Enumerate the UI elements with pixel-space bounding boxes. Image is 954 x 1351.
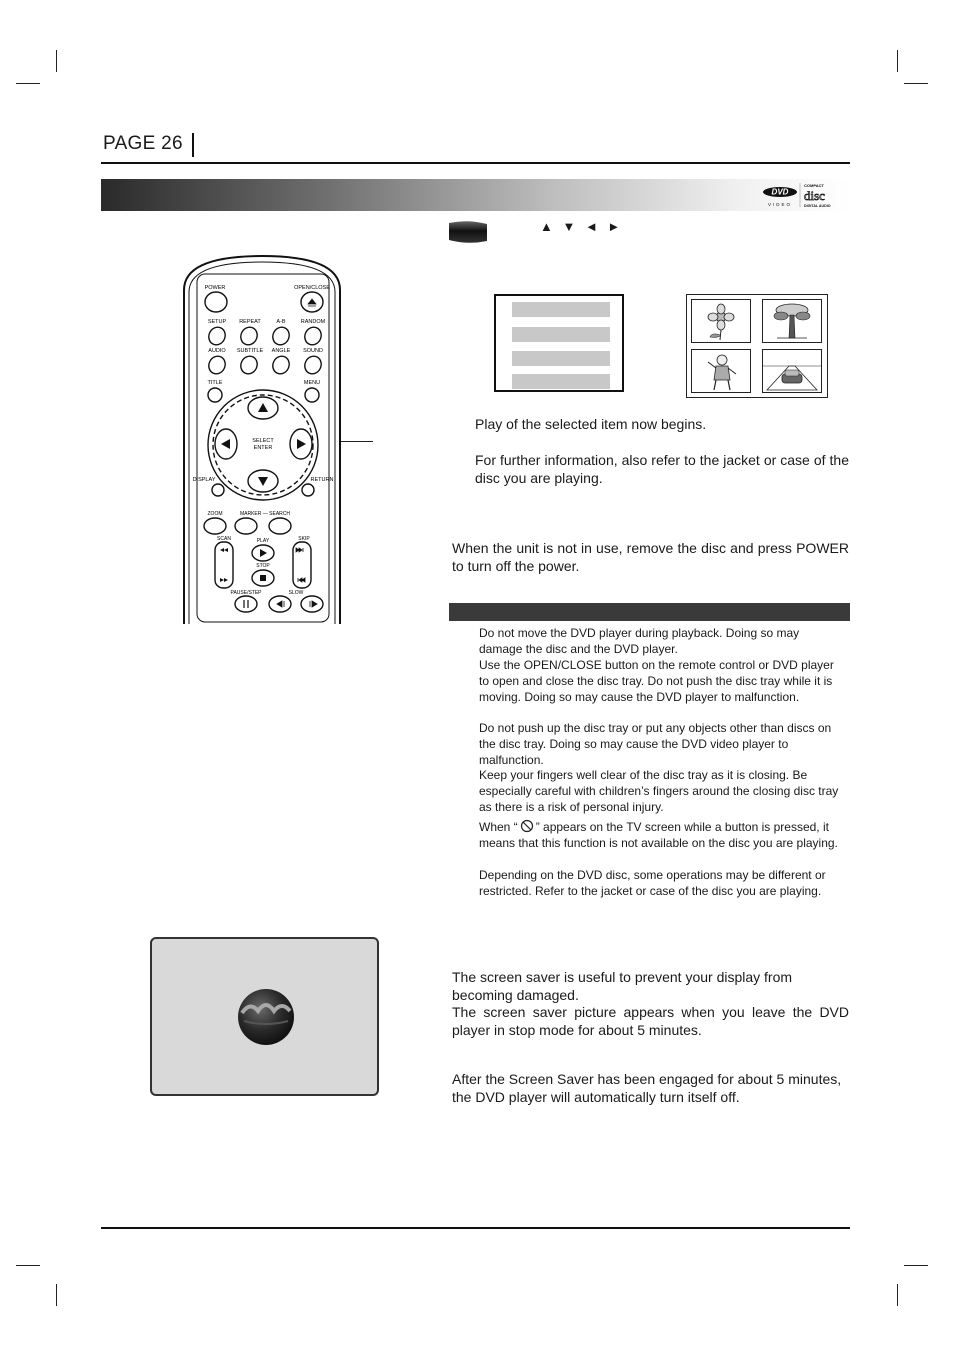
return-button[interactable] xyxy=(302,484,314,496)
repeat-label: REPEAT xyxy=(239,319,261,325)
note-prohibited-before: When “ xyxy=(479,820,518,834)
search-button[interactable] xyxy=(269,518,291,534)
thumbnail-menu-illustration xyxy=(686,294,828,398)
select-label: SELECT xyxy=(252,438,274,444)
pause-step-button[interactable] xyxy=(235,596,257,612)
remote-control-illustration xyxy=(180,250,345,625)
further-info-text: For further information, also refer to the jacket or case of the disc you are playing. xyxy=(475,452,849,486)
crop-mark xyxy=(897,1284,898,1306)
screensaver-para1: The screen saver is useful to prevent your display from becoming damaged. xyxy=(452,969,793,1003)
power-button[interactable] xyxy=(205,292,227,312)
dvd-logo-text: DVD xyxy=(771,187,789,197)
note-item: Do not move the DVD player during playback. Doing so may damage the disc and the DVD player. xyxy=(479,626,800,656)
disc-logo-text: disc xyxy=(804,188,825,203)
arrow-keys-text: ▲ ▼ ◄ ► xyxy=(540,219,624,234)
crop-mark xyxy=(16,1265,40,1266)
audio-label: AUDIO xyxy=(208,348,226,354)
title-label: TITLE xyxy=(207,380,223,386)
random-label: RANDOM xyxy=(300,319,326,325)
dvd-cd-logos xyxy=(760,180,842,210)
screen-saver-tv-illustration xyxy=(150,937,379,1096)
menu-item-bar xyxy=(512,327,610,342)
note-prohibited-after: ” appears on the TV screen while a button is pressed, it means that this function is not available on the disc you are playing. xyxy=(479,820,838,850)
header-rule xyxy=(101,162,850,164)
crop-mark xyxy=(904,1265,928,1266)
stop-label: STOP xyxy=(256,563,270,569)
menu-item-bar xyxy=(512,302,610,317)
screensaver-para3: After the Screen Saver has been engaged for about 5 minutes, the DVD player will automatically turn itself off. xyxy=(452,1071,842,1105)
display-label: DISPLAY xyxy=(192,477,216,483)
menu-item-bar xyxy=(512,374,610,389)
power-off-text: When the unit is not in use, remove the disc and press POWER to turn off the power. xyxy=(452,540,849,574)
note-item: Keep your fingers well clear of the disc tray as it is closing. Be especially careful with children’s fingers around the closing disc tray as there is a risk of personal injury. xyxy=(479,768,839,814)
section-banner xyxy=(101,179,850,211)
crop-mark xyxy=(16,83,40,84)
notes-header-bar xyxy=(449,603,850,621)
crop-mark xyxy=(897,50,898,72)
disc-menu-illustration xyxy=(494,294,624,392)
menu-label: MENU xyxy=(303,380,321,386)
skip-label: SKIP xyxy=(298,536,310,542)
compact-logo-text: COMPACT xyxy=(804,183,824,188)
crop-mark xyxy=(56,1284,57,1306)
step-badge xyxy=(449,221,487,243)
marker-search-label: MARKER — SEARCH xyxy=(239,511,291,517)
return-label: RETURN xyxy=(310,477,334,483)
video-logo-text: VIDEO xyxy=(767,202,793,207)
stop-icon xyxy=(260,575,266,581)
play-begins-text: Play of the selected item now begins. xyxy=(475,416,707,432)
menu-item-bar xyxy=(512,351,610,366)
page-number-bar xyxy=(192,133,194,157)
angle-label: ANGLE xyxy=(271,348,291,354)
zoom-button[interactable] xyxy=(204,518,226,534)
display-button[interactable] xyxy=(212,484,224,496)
power-label: POWER xyxy=(204,285,226,291)
note-item-prohibited xyxy=(479,819,845,851)
note-item: Do not push up the disc tray or put any objects other than discs on the disc tray. Doing so may cause the DVD video player to malfunction. xyxy=(479,721,832,767)
zoom-label: ZOOM xyxy=(207,511,223,517)
crop-mark xyxy=(56,50,57,72)
pause-step-label: PAUSE/STEP xyxy=(230,590,262,596)
ab-label: A-B xyxy=(276,319,286,325)
thumbnail-tree xyxy=(762,299,822,343)
open-close-label: OPEN/CLOSE xyxy=(294,285,330,291)
digital-audio-logo-text: DIGITAL AUDIO xyxy=(804,204,831,208)
page-number: PAGE 26 xyxy=(103,133,183,154)
marker-button[interactable] xyxy=(235,518,257,534)
note-item: Use the OPEN/CLOSE button on the remote control or DVD player to open and close the disc tray. Do not push the disc tray while it is moving. Doing so may cause the DVD player to malfunction. xyxy=(479,658,834,704)
thumbnail-character xyxy=(691,349,751,393)
sound-label: SOUND xyxy=(303,348,323,354)
prohibited-icon xyxy=(520,819,534,833)
setup-label: SETUP xyxy=(207,319,227,325)
thumbnail-flower xyxy=(691,299,751,343)
screensaver-para2: The screen saver picture appears when you leave the DVD player in stop mode for about 5 minutes. xyxy=(452,1004,849,1038)
enter-label: ENTER xyxy=(253,445,273,451)
title-button[interactable] xyxy=(208,388,222,402)
footer-rule xyxy=(101,1227,850,1229)
scan-label: SCAN xyxy=(217,536,231,542)
crop-mark xyxy=(904,83,928,84)
slow-label: SLOW xyxy=(288,590,304,596)
play-label: PLAY xyxy=(256,538,270,544)
thumbnail-car-road xyxy=(762,349,822,393)
dvd-video-logo xyxy=(763,187,797,207)
compact-disc-logo xyxy=(804,183,831,208)
subtitle-label: SUBTITLE xyxy=(236,348,264,354)
note-item: Depending on the DVD disc, some operations may be different or restricted. Refer to the jacket or case of the disc you are playing. xyxy=(479,868,826,898)
screen-saver-logo xyxy=(236,987,296,1047)
menu-button[interactable] xyxy=(305,388,319,402)
